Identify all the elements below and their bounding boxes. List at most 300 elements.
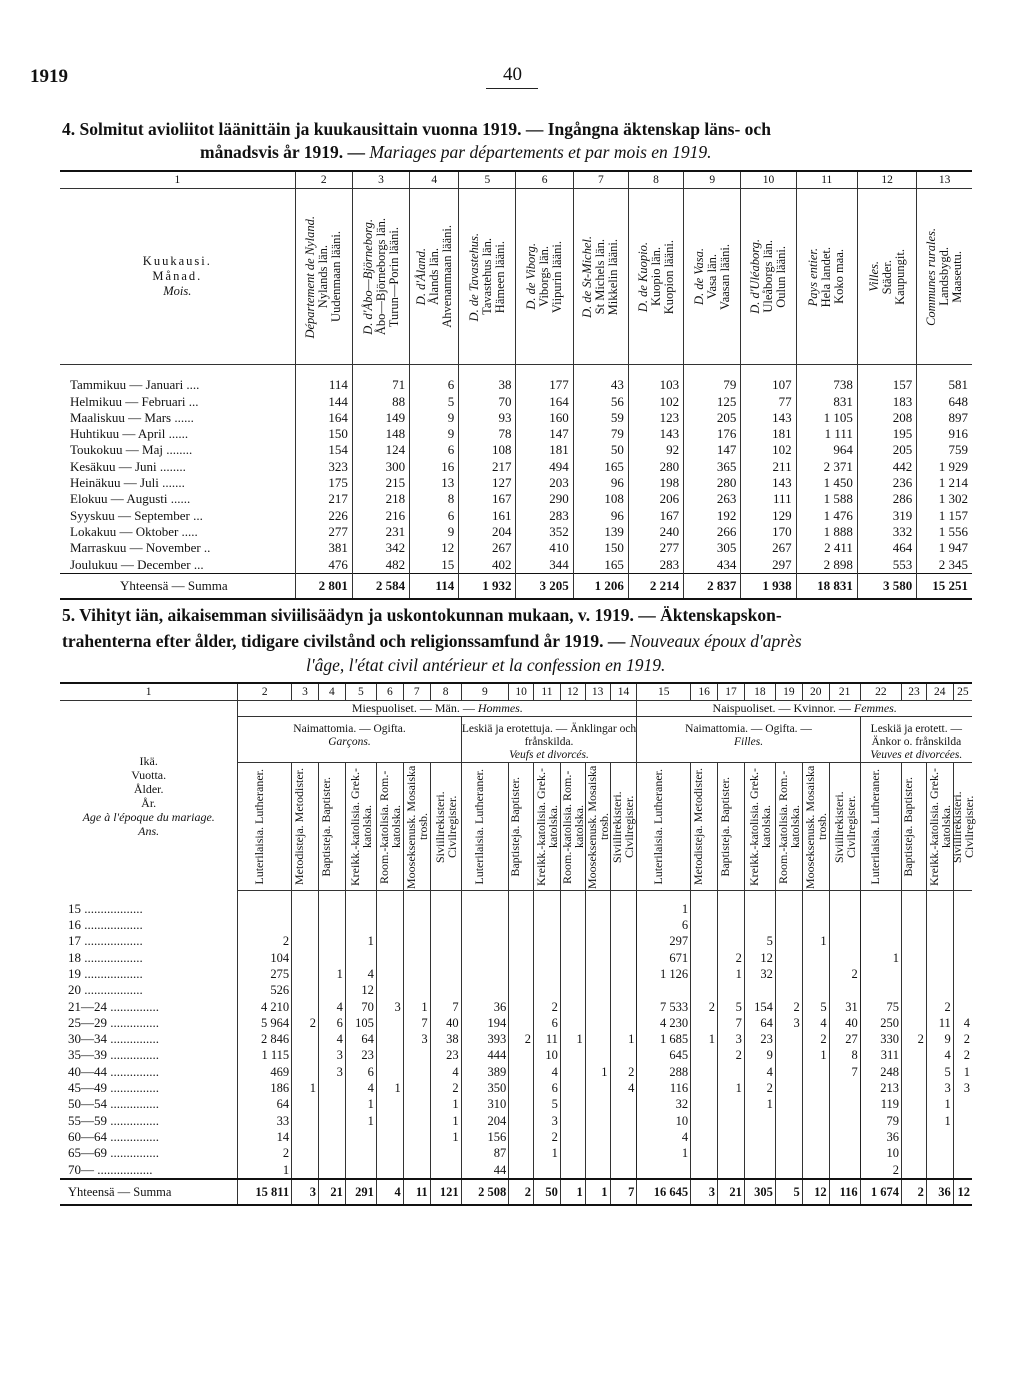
cell: 6: [318, 1015, 345, 1031]
page-year: 1919: [30, 66, 68, 87]
cell: 916: [917, 426, 972, 442]
total-cell: 1 674: [860, 1179, 901, 1205]
cell: 43: [573, 365, 628, 394]
religion-label: Metodisteja. Metodister.: [292, 768, 307, 886]
table5-total-row: [60, 1179, 972, 1205]
cell: 236: [857, 475, 916, 491]
cell: [902, 1113, 927, 1129]
table4-colhead-3: [352, 189, 409, 365]
table5-colnum-3: 3: [292, 684, 319, 701]
colhead-line: Département de Nyland.: [303, 215, 318, 339]
total-cell: 12: [802, 1179, 829, 1205]
total-cell: 2 508: [461, 1179, 509, 1205]
cell: 79: [573, 426, 628, 442]
table4-colnum-13: 13: [917, 172, 972, 189]
cell: 75: [860, 999, 901, 1015]
table5-colnum-23: 23: [902, 684, 927, 701]
religion-header: [775, 763, 802, 891]
unmarried-women-text: Naimattomia. — Ogifta. —: [685, 723, 812, 736]
cell: [292, 1064, 319, 1080]
table4-title-sv: månadsvis år 1919. —: [200, 142, 365, 162]
cell: 143: [628, 426, 683, 442]
cell: [403, 1080, 430, 1096]
cell: 1 111: [796, 426, 857, 442]
cell: [953, 999, 972, 1015]
table5-title-line3: [306, 654, 1006, 676]
cell: 64: [238, 1096, 292, 1112]
cell: [585, 933, 610, 949]
cell: [718, 891, 745, 917]
cell: 143: [741, 475, 796, 491]
cell: [376, 1145, 403, 1161]
cell: 7 533: [637, 999, 691, 1015]
cell: 231: [352, 524, 409, 540]
religion-label: Siviilirekisteri. Civilregister.: [432, 790, 459, 863]
cell: 1: [718, 1080, 745, 1096]
cell: 167: [459, 491, 516, 507]
cell: 70: [459, 394, 516, 410]
table4-colnum-2: 2: [295, 172, 352, 189]
cell: 2 898: [796, 557, 857, 574]
cell: 6: [534, 1080, 561, 1096]
religion-label: Luterilaisia. Lutheraner.: [251, 768, 266, 885]
religion-wrap: [776, 765, 802, 889]
cell: 4: [610, 1080, 637, 1096]
cell: 186: [238, 1080, 292, 1096]
cell: 40: [430, 1015, 461, 1031]
colhead-line: Vasa län.: [704, 254, 719, 300]
cell: [926, 1129, 953, 1145]
cell: 125: [684, 394, 741, 410]
table-row: [60, 1031, 972, 1047]
men-header-fr: Hommes.: [477, 701, 523, 716]
cell: [902, 1080, 927, 1096]
table4-title-line1: 4. Solmitut avioliitot läänittäin ja kuukausittain vuonna 1919. — Ingångna äktenskap läns- och: [62, 119, 771, 139]
cell: 1 476: [796, 508, 857, 524]
cell: 280: [684, 475, 741, 491]
religion-wrap: [561, 765, 585, 889]
cell: [802, 891, 829, 917]
colhead-line: Pays entier.: [806, 247, 821, 306]
table-row: [60, 394, 972, 410]
table4-body: [60, 365, 972, 599]
colhead-line: Uudenmaan lääni.: [329, 231, 344, 323]
cell: 16: [410, 459, 459, 475]
cell: 6: [410, 365, 459, 394]
cell: [509, 1145, 534, 1161]
cell: 283: [628, 557, 683, 574]
cell: 267: [741, 540, 796, 556]
cell: 150: [573, 540, 628, 556]
cell: [953, 891, 972, 917]
cell: 1 947: [917, 540, 972, 556]
cell: 11: [534, 1031, 561, 1047]
religion-header: [949, 763, 976, 891]
cell: [430, 966, 461, 982]
cell: 7: [430, 999, 461, 1015]
women-header-text: Naispuoliset. — Kvinnor. —: [712, 701, 851, 716]
cell: 4: [926, 1047, 953, 1063]
religion-wrap: [319, 765, 345, 889]
row-label: Huhtikuu — April ......: [70, 426, 189, 442]
cell: [585, 1113, 610, 1129]
cell: 319: [857, 508, 916, 524]
widowed-women: [860, 717, 972, 763]
cell: 6: [637, 917, 691, 933]
table4-colnum-8: 8: [628, 172, 683, 189]
colhead-line: Nylands län.: [316, 245, 331, 309]
cell: 1: [637, 891, 691, 917]
colhead-line: Vaasan lääni.: [717, 243, 732, 310]
cell: 6: [410, 442, 459, 458]
table-row: [60, 1162, 972, 1179]
cell: [430, 1145, 461, 1161]
cell: 119: [860, 1096, 901, 1112]
cell: [430, 917, 461, 933]
table-row: [60, 524, 972, 540]
cell: [610, 999, 637, 1015]
religion-label: Siviilirekisteri. Civilregister.: [610, 790, 637, 863]
cell: [775, 966, 802, 982]
cell: [509, 1015, 534, 1031]
religion-label: Baptisteja. Baptister.: [508, 776, 523, 877]
cell: 1: [430, 1113, 461, 1129]
cell: [534, 950, 561, 966]
cell: 5: [534, 1096, 561, 1112]
men-header: [238, 701, 637, 717]
cell: [318, 1096, 345, 1112]
cell: 181: [741, 426, 796, 442]
page-number: 40: [503, 64, 522, 85]
table4-colhead-4: [410, 189, 459, 365]
cell: [610, 1096, 637, 1112]
table5-colnum-21: 21: [829, 684, 860, 701]
table-row: [60, 1015, 972, 1031]
cell: [403, 1096, 430, 1112]
colhead-line: Ahvenanmaan lääni.: [439, 225, 454, 329]
cell: [902, 982, 927, 998]
colhead-line: D. de Vasa.: [691, 248, 706, 306]
cell: 1: [376, 1080, 403, 1096]
colhead-wrap: [574, 192, 628, 362]
cell: 1: [238, 1162, 292, 1179]
cell: [775, 1047, 802, 1063]
table4-total-row: [60, 573, 972, 599]
cell: 96: [573, 508, 628, 524]
men-header-text: Miespuoliset. — Män. —: [351, 701, 475, 716]
cell: 671: [637, 950, 691, 966]
cell: [802, 1145, 829, 1161]
religion-label: Kreikk.-katolisia. Grek.-katolska.: [533, 767, 560, 886]
cell: 310: [461, 1096, 509, 1112]
cell: 164: [516, 394, 573, 410]
cell: [718, 917, 745, 933]
cell: [345, 950, 376, 966]
total-cell: 1: [585, 1179, 610, 1205]
unmarried-men: [238, 717, 461, 763]
cell: 3: [318, 1047, 345, 1063]
table4-colnum-9: 9: [684, 172, 741, 189]
cell: [461, 891, 509, 917]
cell: 2: [509, 1031, 534, 1047]
cell: 50: [573, 442, 628, 458]
cell: 1: [560, 1031, 585, 1047]
table-row: [60, 365, 972, 394]
cell: [292, 1162, 319, 1179]
cell: 342: [352, 540, 409, 556]
row-label: 40—44 ...............: [68, 1063, 159, 1079]
row-label: 25—29 ...............: [68, 1014, 159, 1030]
cell: [403, 891, 430, 917]
cell: 215: [352, 475, 409, 491]
cell: 4: [802, 1015, 829, 1031]
cell: 553: [857, 557, 916, 574]
cell: [560, 1080, 585, 1096]
unmarried-women-fr: Filles.: [734, 736, 764, 749]
cell: 4: [345, 1080, 376, 1096]
table5-colnum-16: 16: [691, 684, 718, 701]
table4-colhead-9: [684, 189, 741, 365]
cell: [610, 1015, 637, 1031]
cell: 38: [459, 365, 516, 394]
table-row: [60, 1113, 972, 1129]
religion-wrap: [830, 765, 860, 889]
colhead-line: D. d'Åland.: [413, 248, 428, 306]
cell: [509, 1080, 534, 1096]
table4-colhead-5: [459, 189, 516, 365]
table-row: [60, 426, 972, 442]
row-label: 50—54 ...............: [68, 1096, 159, 1112]
cell: [610, 966, 637, 982]
cell: 2: [238, 933, 292, 949]
colhead-line: Hämeen lääni.: [492, 240, 507, 313]
table-row: [60, 966, 972, 982]
cell: 23: [345, 1047, 376, 1063]
cell: 204: [459, 524, 516, 540]
cell: [560, 1162, 585, 1179]
cell: [926, 933, 953, 949]
religion-wrap: [637, 765, 690, 889]
cell: [318, 950, 345, 966]
cell: 9: [744, 1047, 775, 1063]
colhead-line: Oulun lääni.: [773, 245, 788, 308]
total-cell: 2 214: [628, 573, 683, 599]
religion-header: [902, 763, 927, 891]
unmarried-men-fr: Garçons.: [328, 736, 371, 749]
cell: 4: [345, 966, 376, 982]
cell: 226: [295, 508, 352, 524]
colhead-wrap: [353, 192, 409, 362]
colhead-line: D. de Tavastehus.: [466, 232, 481, 322]
cell: 3: [318, 1064, 345, 1080]
cell: 92: [628, 442, 683, 458]
cell: 286: [857, 491, 916, 507]
cell: 10: [860, 1145, 901, 1161]
cell: [691, 891, 718, 917]
cell: [292, 1113, 319, 1129]
cell: 160: [516, 410, 573, 426]
cell: 2: [691, 999, 718, 1015]
cell: 1: [318, 966, 345, 982]
colhead-line: Åbo—Björneborgs län.: [373, 218, 388, 336]
cell: [430, 950, 461, 966]
cell: 9: [926, 1031, 953, 1047]
cell: [403, 1162, 430, 1179]
cell: 129: [741, 508, 796, 524]
table4-colnum-12: 12: [857, 172, 916, 189]
cell: [292, 966, 319, 982]
cell: [430, 933, 461, 949]
cell: 2: [292, 1015, 319, 1031]
cell: 154: [744, 999, 775, 1015]
cell: [775, 1113, 802, 1129]
colhead-line: D. de Viborg.: [524, 243, 539, 311]
cell: 4: [318, 999, 345, 1015]
total-cell: 36: [926, 1179, 953, 1205]
cell: [509, 950, 534, 966]
cell: [860, 891, 901, 917]
cell: [430, 1162, 461, 1179]
religion-header: [403, 763, 430, 891]
religion-wrap: [803, 765, 829, 889]
cell: [691, 1162, 718, 1179]
cell: 5: [410, 394, 459, 410]
total-cell: 7: [610, 1179, 637, 1205]
cell: 123: [628, 410, 683, 426]
cell: 1 450: [796, 475, 857, 491]
cell: [953, 1145, 972, 1161]
cell: [691, 982, 718, 998]
religion-label: Siviilirekisteri. Civilregister.: [949, 790, 976, 863]
cell: [461, 982, 509, 998]
widowed-men-text: Leskiä ja erotettuja. — Änklingar och frånskilda.: [461, 723, 637, 749]
cell: 1: [802, 933, 829, 949]
religion-label: Kreikk.-katolisia. Grek.-katolska.: [926, 767, 953, 886]
table-row: [60, 933, 972, 949]
cell: 290: [516, 491, 573, 507]
cell: 300: [352, 459, 409, 475]
row-label: Marraskuu — November ..: [70, 540, 211, 556]
cell: [292, 1047, 319, 1063]
cell: 1 214: [917, 475, 972, 491]
cell: 161: [459, 508, 516, 524]
cell: [292, 1129, 319, 1145]
row-label: 60—64 ...............: [68, 1128, 159, 1144]
cell: [534, 917, 561, 933]
cell: 831: [796, 394, 857, 410]
cell: [292, 999, 319, 1015]
table5-colnum-12: 12: [560, 684, 585, 701]
table4-colnum-10: 10: [741, 172, 796, 189]
colhead-line: Turun—Porin lääni.: [386, 226, 401, 327]
cell: 1 556: [917, 524, 972, 540]
cell: 15: [410, 557, 459, 574]
cell: 283: [516, 508, 573, 524]
cell: [691, 1015, 718, 1031]
cell: [585, 1047, 610, 1063]
row-label: 18 ..................: [68, 949, 143, 965]
table4-colnum-6: 6: [516, 172, 573, 189]
cell: [860, 966, 901, 982]
cell: 205: [857, 442, 916, 458]
cell: [718, 1129, 745, 1145]
cell: [403, 1047, 430, 1063]
cell: 11: [926, 1015, 953, 1031]
religion-label: Room.-katolisia. Rom.-katolska.: [376, 770, 403, 884]
religion-label: Siviilirekisteri. Civilregister.: [831, 790, 858, 863]
cell: 3: [376, 999, 403, 1015]
cell: [292, 1096, 319, 1112]
religion-wrap: [238, 765, 291, 889]
religion-label: Baptisteja. Baptister.: [717, 776, 732, 877]
row-label: 30—34 ...............: [68, 1031, 159, 1047]
table4-title-line2: [200, 141, 960, 163]
cell: 1: [744, 1096, 775, 1112]
cell: [829, 1162, 860, 1179]
table4-colhead-7: [573, 189, 628, 365]
cell: 9: [410, 524, 459, 540]
cell: [461, 966, 509, 982]
cell: 3: [718, 1031, 745, 1047]
stub-month-fr: Mois.: [163, 284, 192, 299]
cell: 1: [718, 966, 745, 982]
cell: 2: [718, 1047, 745, 1063]
religion-header: [560, 763, 585, 891]
row-label: 21—24 ...............: [68, 998, 159, 1014]
cell: 266: [684, 524, 741, 540]
cell: [775, 1129, 802, 1145]
colhead-line: D. de St-Michel.: [580, 235, 595, 318]
cell: 2: [926, 999, 953, 1015]
cell: [292, 917, 319, 933]
cell: [775, 1145, 802, 1161]
cell: [953, 1162, 972, 1179]
cell: [829, 1080, 860, 1096]
religion-wrap: [861, 765, 901, 889]
total-cell: 3: [691, 1179, 718, 1205]
cell: [902, 1047, 927, 1063]
cell: [585, 1162, 610, 1179]
cell: 1: [430, 1129, 461, 1145]
cell: 2: [534, 1129, 561, 1145]
total-cell: 116: [829, 1179, 860, 1205]
row-label: Heinäkuu — Juli .......: [70, 475, 185, 491]
cell: 32: [744, 966, 775, 982]
cell: [775, 982, 802, 998]
cell: [585, 999, 610, 1015]
cell: [926, 982, 953, 998]
religion-header: [292, 763, 319, 891]
cell: [345, 917, 376, 933]
table4-colhead-11: [796, 189, 857, 365]
row-label: Elokuu — Augusti ......: [70, 491, 191, 507]
cell: [318, 1145, 345, 1161]
cell: 645: [637, 1047, 691, 1063]
total-cell: 21: [318, 1179, 345, 1205]
cell: [829, 917, 860, 933]
cell: 192: [684, 508, 741, 524]
cell: 8: [410, 491, 459, 507]
cell: 1 302: [917, 491, 972, 507]
cell: [509, 1129, 534, 1145]
cell: [610, 933, 637, 949]
cell: [953, 1129, 972, 1145]
cell: 759: [917, 442, 972, 458]
cell: 964: [796, 442, 857, 458]
cell: 410: [516, 540, 573, 556]
row-label: 15 ..................: [68, 900, 143, 916]
colhead-wrap: [684, 192, 740, 362]
